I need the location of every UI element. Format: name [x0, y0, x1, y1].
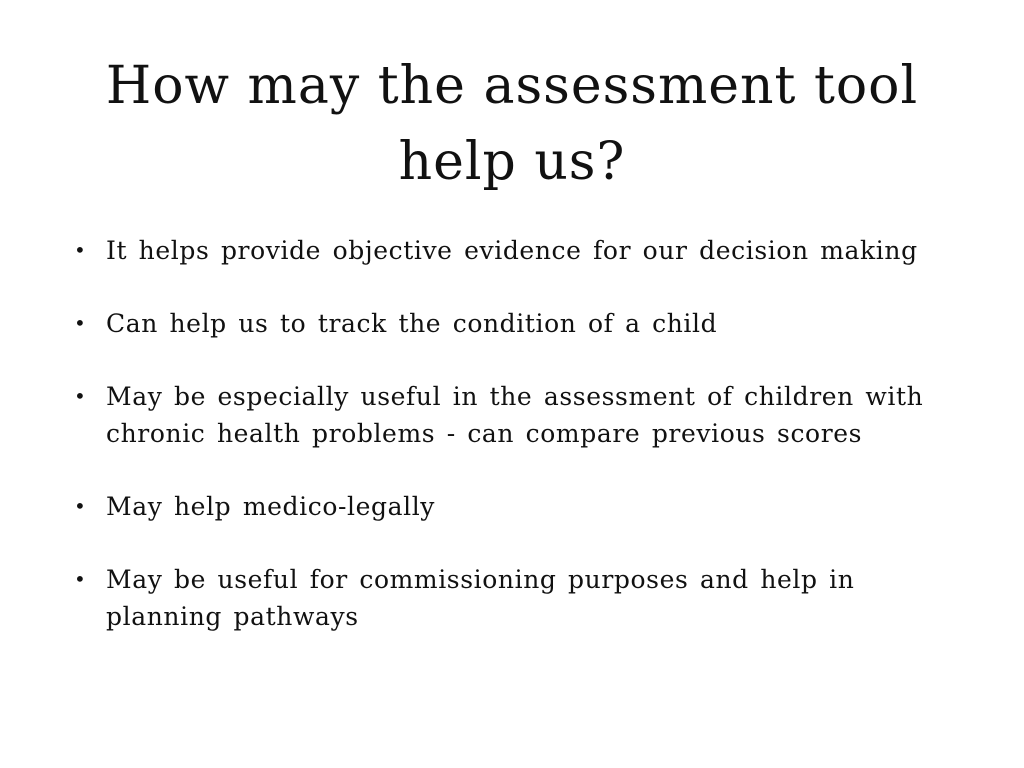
- bullet-item-objective-evidence: [72, 232, 952, 269]
- bullet-icon: •: [74, 238, 87, 262]
- bullet-icon: •: [74, 311, 87, 335]
- bullet-list: [72, 232, 952, 671]
- bullet-text: May be useful for commissioning purposes and help in planning pathways: [106, 565, 855, 631]
- bullet-icon: •: [74, 384, 87, 408]
- bullet-text: Can help us to track the condition of a child: [106, 309, 718, 338]
- bullet-item-medico-legal: [72, 488, 952, 525]
- bullet-text: It helps provide objective evidence for our decision making: [106, 236, 918, 265]
- bullet-text: May help medico-legally: [106, 492, 436, 521]
- bullet-text: May be especially useful in the assessment of children with chronic health problems - can compare previous scores: [106, 382, 924, 448]
- bullet-icon: •: [74, 567, 87, 591]
- bullet-item-commissioning: [72, 561, 952, 635]
- slide-title: How may the assessment tool help us?: [105, 56, 919, 192]
- bullet-icon: •: [74, 494, 87, 518]
- bullet-item-chronic-health: [72, 378, 952, 452]
- bullet-item-track-condition: [72, 305, 952, 342]
